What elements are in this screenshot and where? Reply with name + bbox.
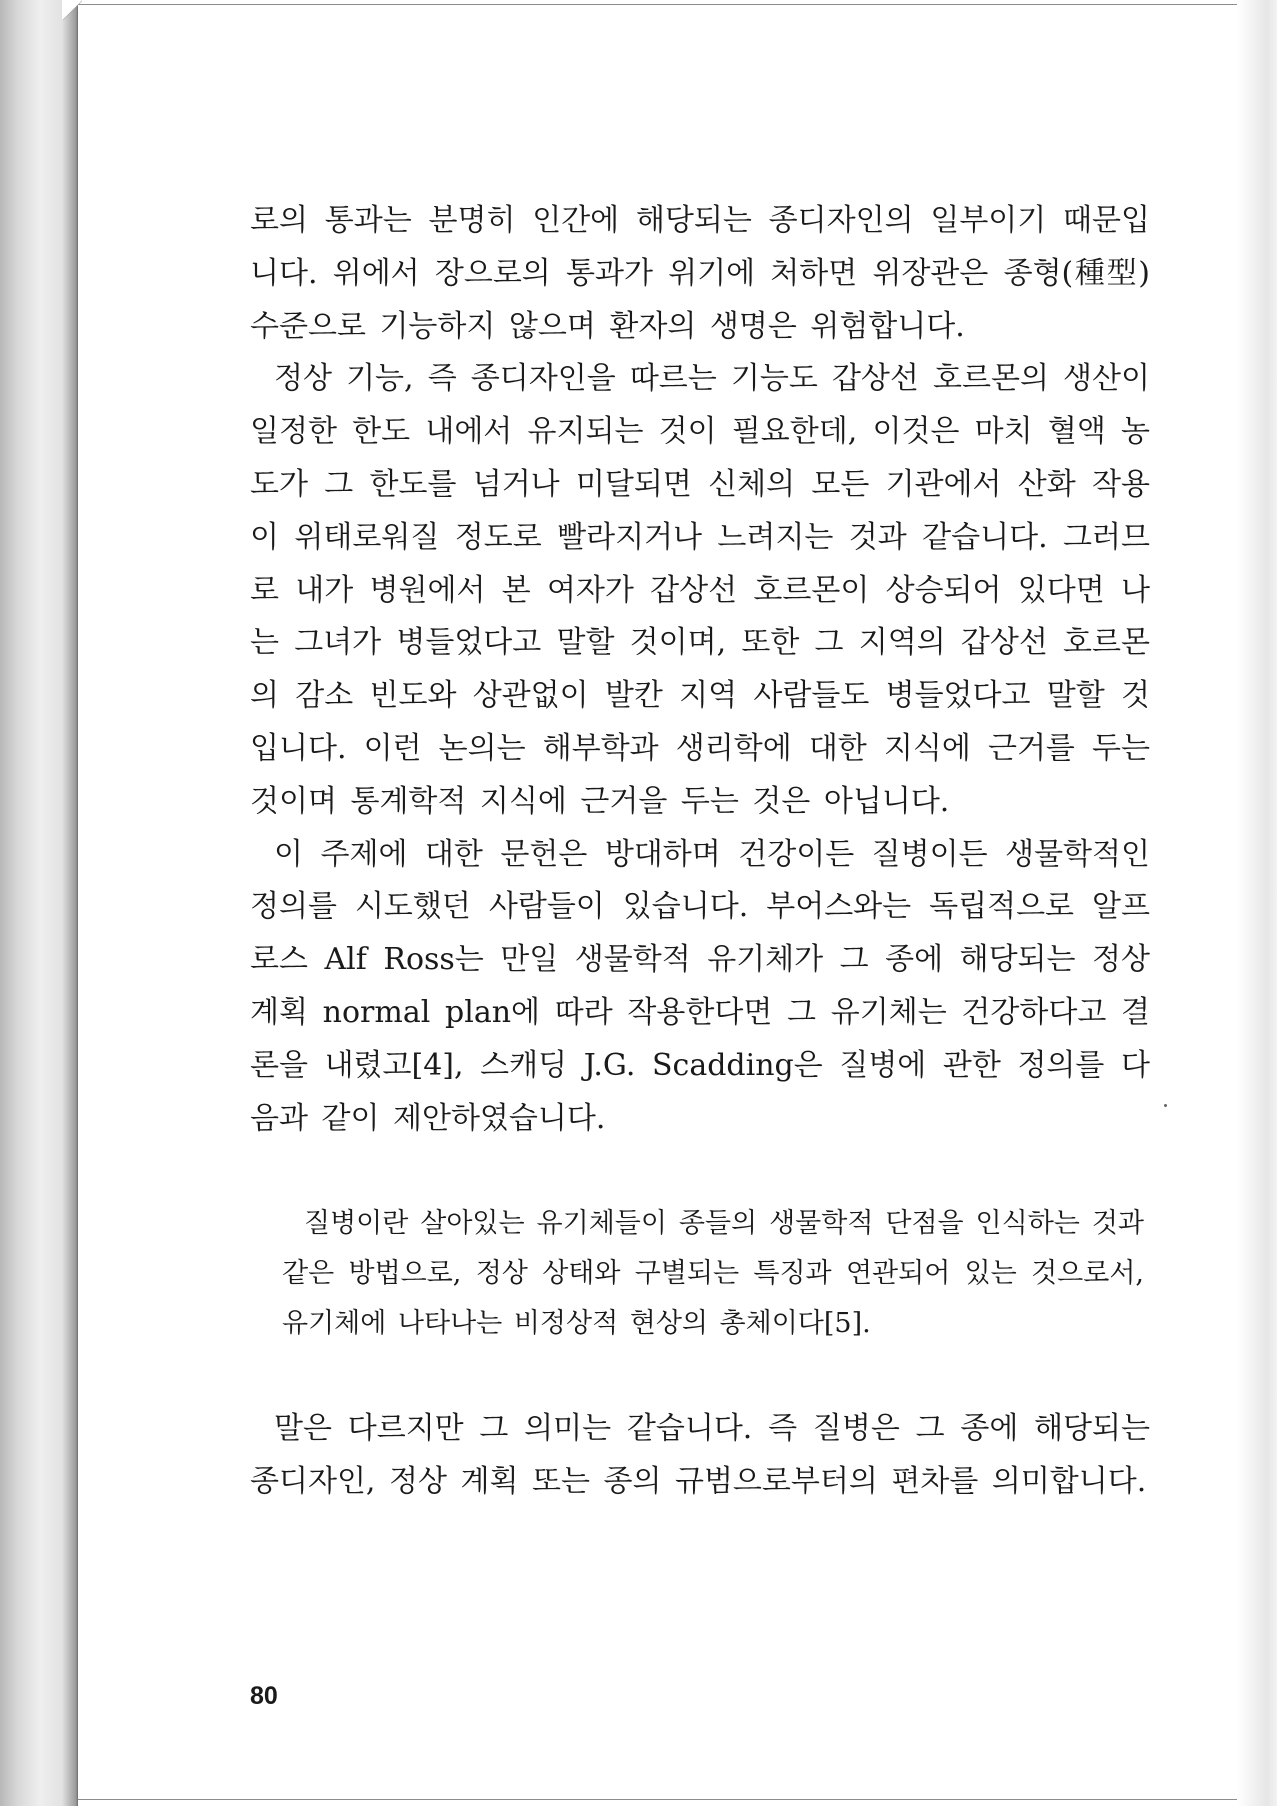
scan-speck	[1164, 1104, 1167, 1107]
book-spine-edge	[0, 0, 78, 1806]
page-number: 80	[250, 1682, 278, 1710]
paragraph-conclusion: 말은 다르지만 그 의미는 같습니다. 즉 질병은 그 종에 해당되는 종디자인, 정상 계획 또는 종의 규범으로부터의 편차를 의미합니다.	[250, 1411, 1150, 1500]
page-text-block	[250, 195, 1150, 1509]
block-quote: 질병이란 살아있는 유기체들이 종들의 생물학적 단점을 인식하는 것과 같은 방법으로, 정상 상태와 구별되는 특징과 연관되어 있는 것으로서, 유기체에 나타나는 비정상적 현상의 총체이다[5].	[282, 1208, 1144, 1340]
paragraph-continued: 로의 통과는 분명히 인간에 해당되는 종디자인의 일부이기 때문입니다. 위에서 장으로의 통과가 위기에 처하면 위장관은 종형(種型) 수준으로 기능하지 않으며 환자의 생명은 위험합니다.	[250, 203, 1150, 344]
page-corner-fold	[62, 0, 82, 20]
page-right-shadow	[1237, 0, 1277, 1806]
paragraph-thyroid: 정상 기능, 즉 종디자인을 따르는 기능도 갑상선 호르몬의 생산이 일정한 한도 내에서 유지되는 것이 필요한데, 이것은 마치 혈액 농도가 그 한도를 넘거나 미달되면 신체의 모든 기관에서 산화 작용이 위태로워질 정도로 빨라지거나 느려지는 것과 같습니다. 그러므로 내가 병원에서 본 여자가 갑상선 호르몬이 상승되어 있다면 나는 그녀가 병들었다고 말할 것이며, 또한 그 지역의 갑상선 호르몬의 감소 빈도와 상관없이 발칸 지역 사람들도 병들었다고 말할 것입니다. 이런 논의는 해부학과 생리학에 대한 지식에 근거를 두는 것이며 통계학적 지식에 근거을 두는 것은 아닙니다.	[250, 361, 1150, 819]
paragraph-literature: 이 주제에 대한 문헌은 방대하며 건강이든 질병이든 생물학적인 정의를 시도했던 사람들이 있습니다. 부어스와는 독립적으로 알프 로스 Alf Ross는 만일 생물학적 유기체가 그 종에 해당되는 정상 계획 normal plan에 따라 작용한다면 그 유기체는 건강하다고 결론을 내렸고[4], 스캐딩 J.G. Scadding은 질병에 관한 정의를 다음과 같이 제안하였습니다.	[250, 836, 1150, 1136]
